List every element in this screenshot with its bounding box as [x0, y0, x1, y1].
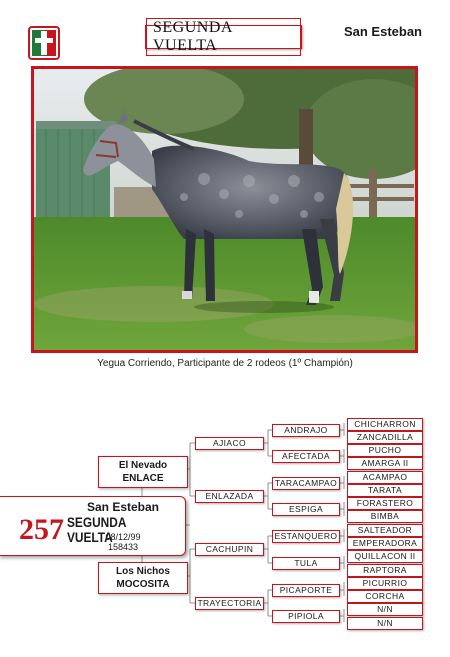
pedigree-gen4-4[interactable]: AMARGA II [347, 457, 423, 470]
horse-name: SEGUNDA VUELTA [67, 515, 126, 545]
pedigree-gen4-7[interactable]: FORASTERO [347, 497, 423, 510]
horse-birthdate: 08/12/99 [105, 532, 141, 542]
pedigree-gen3-1[interactable]: ANDRAJO [272, 424, 340, 437]
pedigree-gen4-10[interactable]: EMPERADORA [347, 537, 423, 550]
dam-owner: Los Nichos [116, 566, 170, 577]
pedigree-gen4-15[interactable]: N/N [347, 603, 423, 616]
pedigree-gen4-9[interactable]: SALTEADOR [347, 524, 423, 537]
pedigree-gen3-4[interactable]: ESPIGA [272, 503, 340, 516]
horse-number: 257 [19, 513, 64, 546]
pedigree-gen3-6[interactable]: TULA [272, 557, 340, 570]
pedigree-gen3-7[interactable]: PICAPORTE [272, 584, 340, 597]
sire-name: ENLACE [122, 473, 164, 484]
pedigree-gen3-5[interactable]: ESTANQUERO [272, 530, 340, 543]
sire-owner: El Nevado [118, 460, 168, 471]
pedigree-gen2-sire-dam[interactable]: ENLAZADA [195, 490, 264, 503]
pedigree-gen3-3[interactable]: TARACAMPAO [272, 477, 340, 490]
pedigree-gen4-2[interactable]: ZANCADILLA [347, 431, 423, 444]
pedigree-gen4-11[interactable]: QUILLACON II [347, 550, 423, 563]
sire-box[interactable] [98, 456, 188, 488]
horse-registry-id: 158433 [107, 542, 139, 552]
owner-name: San Esteban [343, 24, 422, 39]
pedigree-gen4-1[interactable]: CHICHARRON [347, 418, 423, 431]
horse-owner: San Esteban [86, 500, 160, 514]
pedigree-gen3-2[interactable]: AFECTADA [272, 450, 340, 463]
horse-title: SEGUNDA VUELTA [146, 18, 301, 56]
horse-card [0, 496, 186, 556]
pedigree-gen3-8[interactable]: PIPIOLA [272, 610, 340, 623]
dam-name: MOCOSITA [116, 579, 170, 590]
pedigree-gen4-6[interactable]: TARATA [347, 484, 423, 497]
pedigree-gen4-5[interactable]: ACAMPAO [347, 471, 423, 484]
dam-box[interactable] [98, 562, 188, 594]
pedigree-gen4-3[interactable]: PUCHO [347, 444, 423, 457]
pedigree-gen4-13[interactable]: PICURRIO [347, 577, 423, 590]
pedigree-gen2-dam-sire[interactable]: CACHUPIN [195, 543, 264, 556]
pedigree-gen2-sire-sire[interactable]: AJIACO [195, 437, 264, 450]
pedigree-gen4-8[interactable]: BIMBA [347, 510, 423, 523]
pedigree-gen4-12[interactable]: RAPTORA [347, 564, 423, 577]
pedigree-gen4-14[interactable]: CORCHA [347, 590, 423, 603]
pedigree-gen2-dam-dam[interactable]: TRAYECTORIA [195, 597, 264, 610]
pedigree-gen4-16[interactable]: N/N [347, 617, 423, 630]
photo-caption: Yegua Corriendo, Participante de 2 rodeos (1º Champión) [97, 358, 353, 369]
